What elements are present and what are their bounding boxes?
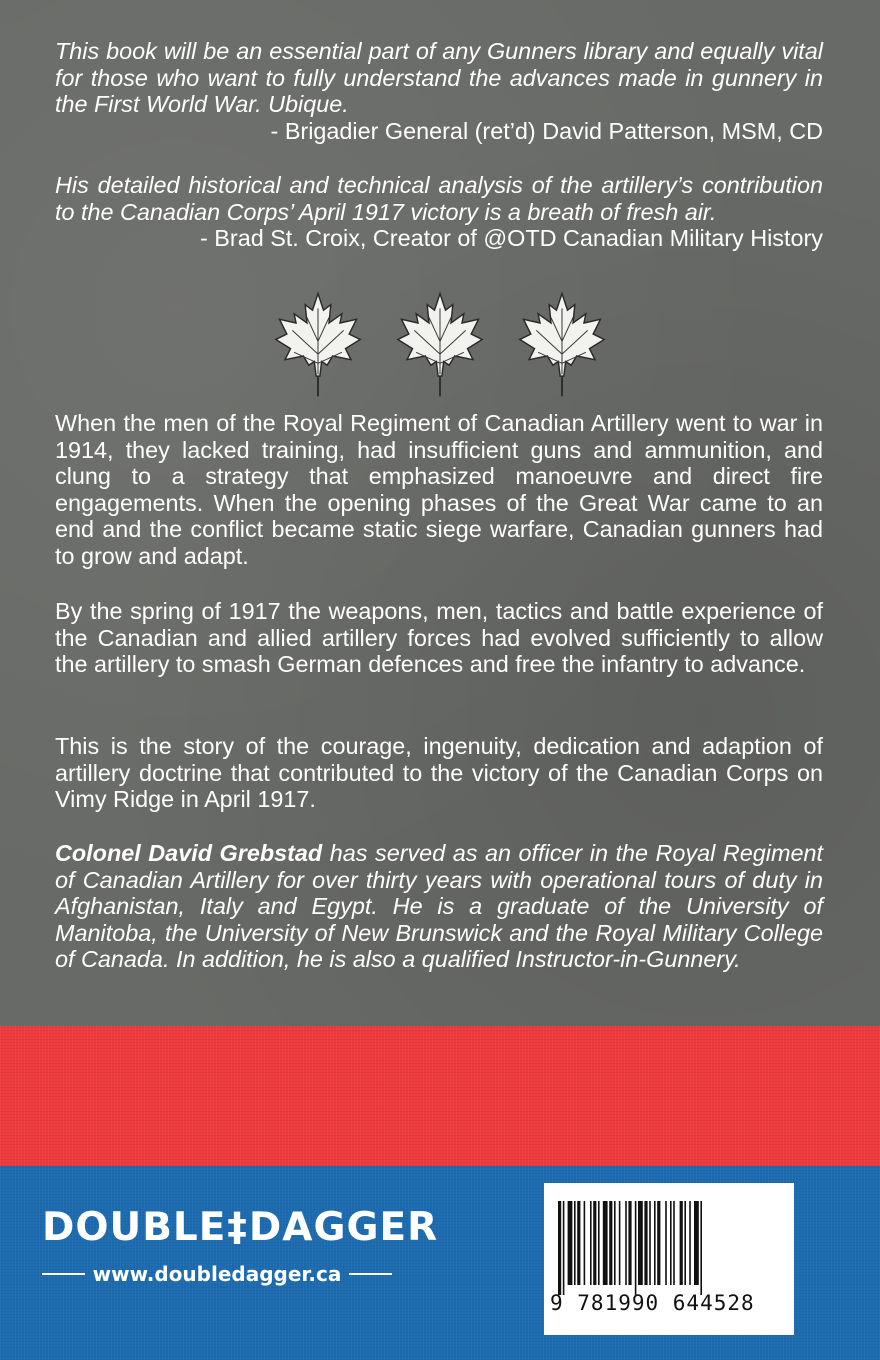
double-dagger-icon: ‡ (227, 1205, 248, 1250)
author-name: Colonel David Grebstad (55, 840, 323, 866)
logo-word-double: DOUBLE (42, 1205, 227, 1250)
publisher-website (42, 1262, 392, 1286)
publisher-logo (42, 1205, 439, 1250)
maple-leaf-icon (516, 290, 608, 400)
barcode (544, 1183, 794, 1335)
quote-text: This book will be an essential part of any Gunners library and equally vital for those who want to fully understand the advances made in gunnery in the First World War. Ubique. (55, 38, 823, 117)
description-paragraph-2: By the spring of 1917 the weapons, men, tactics and battle experience of the Canadian and allied artillery forces had evolved sufficiently to allow the artillery to smash German defences and free the infantry to advance. (55, 598, 823, 677)
website-url: www.doubledagger.ca (92, 1262, 342, 1286)
maple-leaf-icon (394, 290, 486, 400)
maple-leaf-icon (272, 290, 364, 400)
maple-leaf-decoration (272, 290, 608, 402)
logo-word-dagger: DAGGER (248, 1205, 439, 1250)
divider (42, 1273, 85, 1275)
quote-attribution: - Brigadier General (ret’d) David Patterson, MSM, CD (270, 117, 823, 144)
divider (349, 1273, 392, 1275)
red-band (0, 1026, 880, 1166)
author-bio-text: has served as an officer in the Royal Regiment of Canadian Artillery for over thirty years with operational tours of duty in Afghanistan, Italy and Egypt. He is a graduate of the University of Manitoba, the University of New Brunswick and the Royal Military College of Canada. In addition, he is also a qualified Instructor-in-Gunnery. (55, 840, 823, 972)
quote-text: His detailed historical and technical analysis of the artillery’s contribution to the Canadian Corps’ April 1917 victory is a breath of fresh air. (55, 172, 823, 225)
barcode-bars-icon (554, 1201, 784, 1295)
description-paragraph-1: When the men of the Royal Regiment of Canadian Artillery went to war in 1914, they lacked training, had insufficient guns and ammunition, and clung to a strategy that emphasized manoeuvre and direct fire engagements. When the opening phases of the Great War came to an end and the conflict became static siege warfare, Canadian gunners had to grow and adapt. (55, 410, 823, 569)
author-bio (55, 840, 823, 973)
quote-attribution: - Brad St. Croix, Creator of @OTD Canadian Military History (200, 225, 823, 251)
quote-st-croix (55, 172, 823, 252)
description-paragraph-3: This is the story of the courage, ingenuity, dedication and adaption of artillery doctrine that contributed to the victory of the Canadian Corps on Vimy Ridge in April 1917. (55, 733, 823, 812)
isbn-number: 9 781990 644528 (550, 1291, 755, 1315)
quote-patterson (55, 38, 823, 144)
